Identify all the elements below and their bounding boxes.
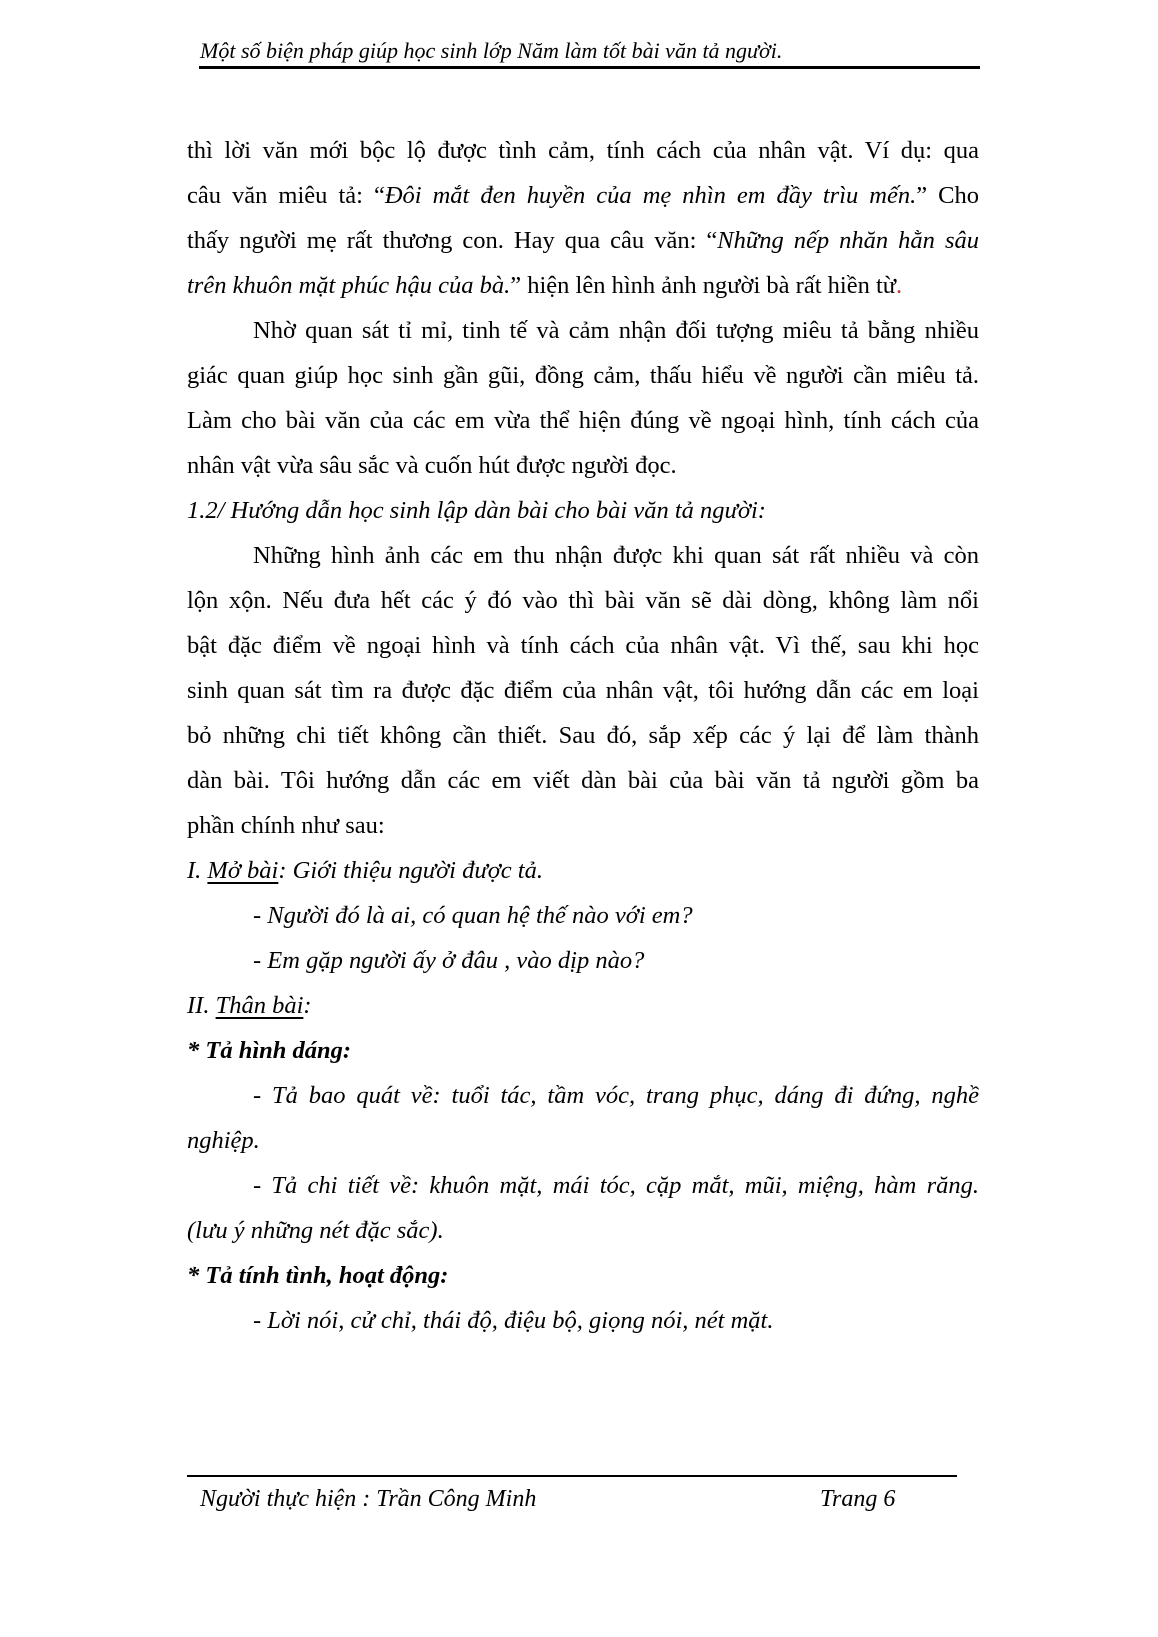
header-rule xyxy=(199,66,980,69)
body-line: bỏ những chi tiết không cần thiết. Sau đó, sắp xếp các ý lại để làm thành xyxy=(187,722,979,749)
list-item-cont: (lưu ý những nét đặc sắc). xyxy=(187,1217,444,1244)
list-item: - Lời nói, cử chỉ, thái độ, điệu bộ, giọng nói, nét mặt. xyxy=(253,1307,774,1334)
text: câu văn miêu tả: “ xyxy=(187,182,385,209)
list-item: - Người đó là ai, có quan hệ thế nào với em? xyxy=(253,902,693,929)
body-line: bật đặc điểm về ngoại hình và tính cách của nhân vật. Vì thế, sau khi học xyxy=(187,632,979,659)
text: II. xyxy=(187,992,216,1019)
section-heading: 1.2/ Hướng dẫn học sinh lập dàn bài cho bài văn tả người: xyxy=(187,497,766,524)
quote: trên khuôn mặt phúc hậu của bà. xyxy=(187,272,511,299)
mo-bai-label: Mở bài xyxy=(207,857,279,884)
text: : Giới thiệu người được tả. xyxy=(278,857,543,884)
quote: Những nếp nhăn hằn sâu xyxy=(717,227,979,254)
body-line: lộn xộn. Nếu đưa hết các ý đó vào thì bài văn sẽ dài dòng, không làm nổi xyxy=(187,587,979,614)
body-line: giác quan giúp học sinh gần gũi, đồng cảm, thấu hiểu về người cần miêu tả. xyxy=(187,362,979,389)
page-body xyxy=(187,128,979,1343)
body-line xyxy=(187,218,979,263)
body-line: phần chính như sau: xyxy=(187,812,385,839)
list-item: - Tả bao quát về: tuổi tác, tầm vóc, trang phục, dáng đi đứng, nghề xyxy=(253,1082,979,1109)
body-line xyxy=(187,173,979,218)
page-number: Trang 6 xyxy=(820,1486,896,1512)
footer-author: Người thực hiện : Trần Công Minh xyxy=(200,1486,537,1512)
body-line: Làm cho bài văn của các em vừa thể hiện đúng về ngoại hình, tính cách của xyxy=(187,407,979,434)
body-line xyxy=(187,263,979,308)
body-line: thì lời văn mới bộc lộ được tình cảm, tính cách của nhân vật. Ví dụ: qua xyxy=(187,137,979,164)
text: ” hiện lên hình ảnh người bà rất hiền từ xyxy=(510,272,897,299)
subheading: * Tả tính tình, hoạt động: xyxy=(187,1262,449,1289)
subheading: * Tả hình dáng: xyxy=(187,1037,352,1064)
than-bai-heading xyxy=(187,983,979,1028)
text: : xyxy=(303,992,312,1019)
list-item: - Em gặp người ấy ở đâu , vào dịp nào? xyxy=(253,947,645,974)
than-bai-label: Thân bài xyxy=(215,992,304,1019)
body-line: nhân vật vừa sâu sắc và cuốn hút được người đọc. xyxy=(187,452,677,479)
text: I. xyxy=(187,857,208,884)
body-line: dàn bài. Tôi hướng dẫn các em viết dàn bài của bài văn tả người gồm ba xyxy=(187,767,979,794)
mo-bai-heading xyxy=(187,848,979,893)
list-item-cont: nghiệp. xyxy=(187,1127,260,1154)
body-line: sinh quan sát tìm ra được đặc điểm của nhân vật, tôi hướng dẫn các em loại xyxy=(187,677,979,704)
body-line: Nhờ quan sát tỉ mỉ, tinh tế và cảm nhận đối tượng miêu tả bằng nhiều xyxy=(253,317,979,344)
text: . xyxy=(896,272,903,299)
quote: Đôi mắt đen huyền của mẹ nhìn em đầy trìu mến. xyxy=(384,182,917,209)
running-header: Một số biện pháp giúp học sinh lớp Năm làm tốt bài văn tả người. xyxy=(200,38,783,63)
footer-rule xyxy=(187,1475,957,1477)
list-item: - Tả chi tiết về: khuôn mặt, mái tóc, cặp mắt, mũi, miệng, hàm răng. xyxy=(253,1172,979,1199)
text: ” Cho xyxy=(916,182,979,209)
body-line: Những hình ảnh các em thu nhận được khi quan sát rất nhiều và còn xyxy=(253,542,979,569)
text: thấy người mẹ rất thương con. Hay qua câu văn: “ xyxy=(187,227,718,254)
